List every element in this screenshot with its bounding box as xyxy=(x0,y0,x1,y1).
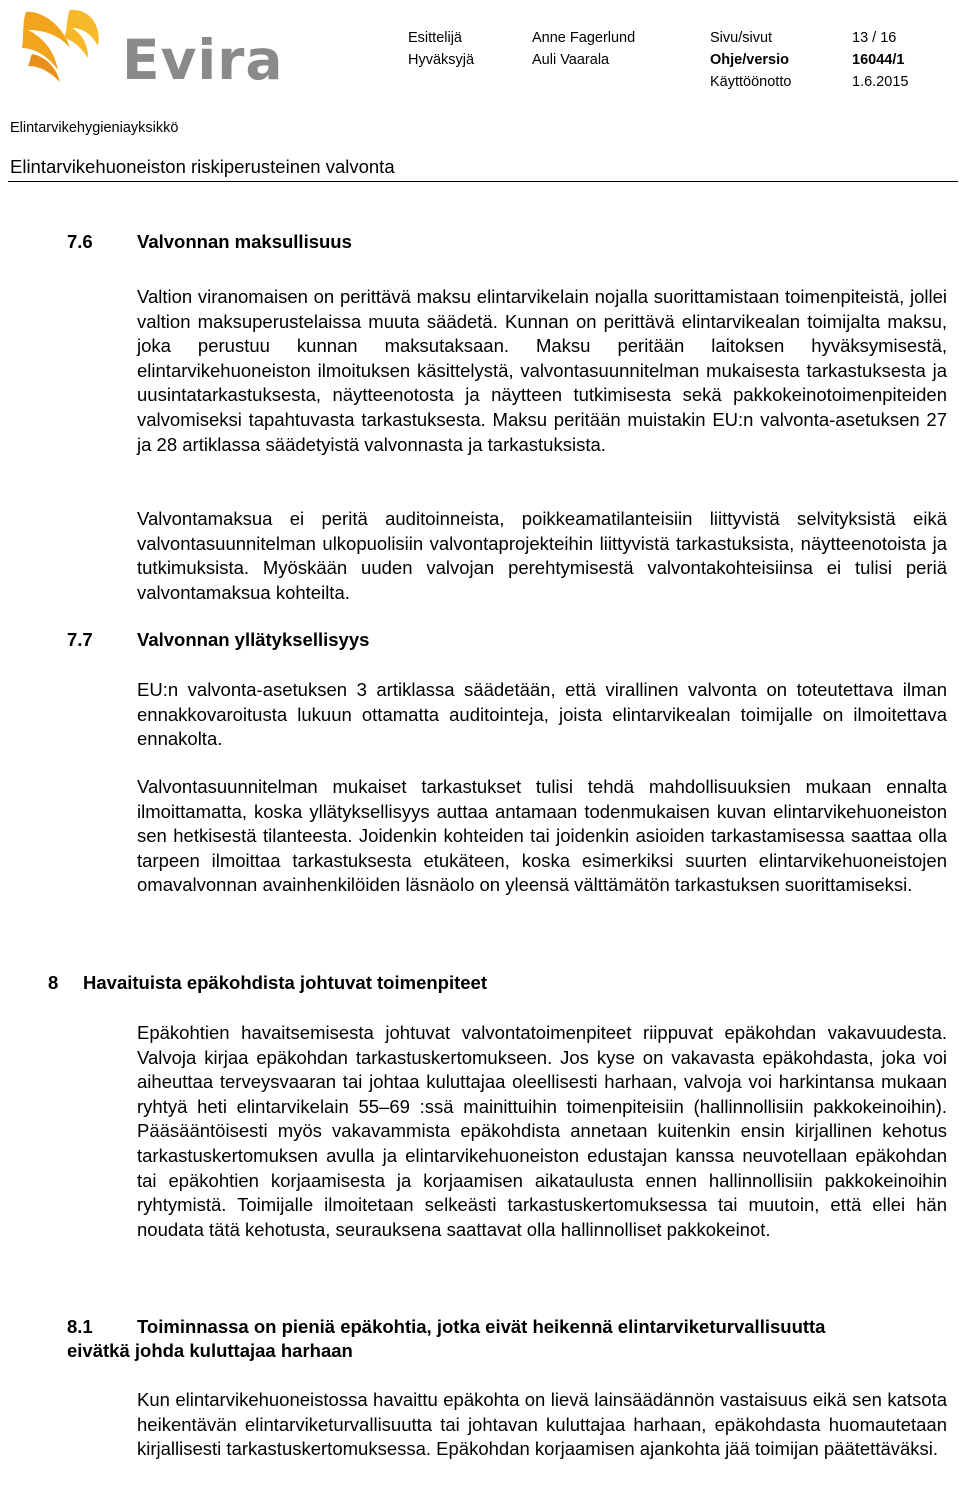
header-label-kayttoonotto: Käyttöönotto xyxy=(710,74,792,90)
section-8-paragraph-1: Epäkohtien havaitsemisesta johtuvat valvontatoimenpiteet riippuvat epäkohdan vakavuudesta. Valvoja kirjaa epäkohdan tarkastuskertomukseen. Jos kyse on vakavasta epäkohdasta, joka voi aiheuttaa terveysvaaran tai johtaa kuluttajaa oleellisesti harhaan, valvoja voi harkintansa mukaan ryhtyä heti elintarvikelain 55–69 :ssä mainittuihin toimenpiteisiin (hallinnollisiin pakkokeinoihin). Pääsääntöisesti myös vakavammista epäkohdista annetaan kuitenkin ensin kirjallinen kehotus tarkastuskertomuksen avulla ja elintarvikehuoneiston edustajan kanssa neuvotellaan epäkohdan tai epäkohtien korjaamisesta ja korjaamisen aikataulusta ennen hallinnollisiin pakkokeinoihin ryhtymistä. Toimijalle ilmoitetaan selkeästi tarkastuskertomuksessa tai muutoin, että ellei hän noudata tätä kehotusta, seurauksena saattavat olla hallinnolliset pakkokeinot. xyxy=(137,1022,947,1240)
section-number: 8.1 xyxy=(67,1316,93,1337)
header-value-kayttoonotto: 1.6.2015 xyxy=(852,74,909,90)
section-7-7-paragraph-2: Valvontasuunnitelman mukaiset tarkastukset tulisi tehdä mahdollisuuksien mukaan ennalta ilmoittamatta, koska yllätyksellisyys auttaa antamaan todenmukaisen kuvan elintarvikehuoneiston sen hetkisestä tilanteesta. Joidenkin kohteiden tai joidenkin asioiden tarkastamisessa saattaa olla tarpeen ilmoittaa tarkastuksesta etukäteen, koska esimerkiksi suurten elintarvikehuoneistojen omavalvonnan avainhenkilöiden läsnäolo on yleensä välttämätön tarkastuksen suorittamiseksi. xyxy=(137,776,947,896)
section-7-6-paragraph-1: Valtion viranomaisen on perittävä maksu elintarvikelain nojalla suorittamistaan toimenpiteistä, jollei valtion maksuperustelaissa muuta säädetä. Kunnan on perittävä elintarvikealan toimijalta maksu, joka perustuu kunnan maksutaksaan. Maksu peritään laitoksen hyväksymisestä, elintarvikehuoneiston ilmoituksen käsittelystä, valvontasuunnitelman mukaisesta tarkastuksesta ja uusintatarkastuksesta, näytteenotosta ja näytteen tutkimisesta sekä pakkokeinotoimenpiteiden valvomiseksi tapahtuvasta tarkastuksesta. Maksu peritään muistakin EU:n valvonta-asetuksen 27 ja 28 artiklassa säädetyistä valvonnasta ja tarkastuksista. xyxy=(137,286,947,455)
section-title: Valvonnan maksullisuus xyxy=(137,231,352,252)
section-title: Havaituista epäkohdista johtuvat toimenpiteet xyxy=(83,972,487,993)
header-label-hyvaksyja: Hyväksyjä xyxy=(408,52,475,68)
section-8-1-heading xyxy=(67,1316,947,1364)
header-value-esittelija: Anne Fagerlund xyxy=(532,30,636,46)
section-title: Valvonnan yllätyksellisyys xyxy=(137,629,370,650)
header-value-ohje-versio: 16044/1 xyxy=(852,52,905,68)
section-7-6-paragraph-2: Valvontamaksua ei peritä auditoinneista, poikkeamatilanteisiin liittyvistä selvityksistä eikä valvontasuunnitelman ulkopuolisiin valvontaprojekteihin liittyvistä tarkastuksista, näytteenotoista ja tutkimuksista. Myöskään uuden valvojan perehtymisestä valvontakohteisiinsa ei tulisi periä valvontamaksua kohteilta. xyxy=(137,508,947,603)
section-number: 7.7 xyxy=(67,629,93,650)
header-label-esittelija: Esittelijä xyxy=(408,30,462,46)
header-label-ohje-versio: Ohje/versio xyxy=(710,52,789,68)
section-number: 8 xyxy=(48,972,59,993)
organization-unit: Elintarvikehygieniayksikkö xyxy=(10,120,179,136)
section-title-line-1: Toiminnassa on pieniä epäkohtia, jotka eivät heikennä elintarviketurvallisuutta xyxy=(137,1316,826,1337)
header-value-sivut: 13 / 16 xyxy=(852,30,897,46)
evira-logo xyxy=(18,8,284,92)
document-title: Elintarvikehuoneiston riskiperusteinen valvonta xyxy=(10,156,395,177)
header-value-hyvaksyja: Auli Vaarala xyxy=(532,52,610,68)
header-label-sivut: Sivu/sivut xyxy=(710,30,773,46)
header-divider xyxy=(8,181,958,182)
section-8-1-paragraph-1: Kun elintarvikehuoneistossa havaittu epäkohta on lievä lainsäädännön vastaisuus eikä sen katsota heikentävän elintarviketurvallisuutta tai johtavan kuluttajaa harhaan, epäkohdasta huomautetaan kirjallisesti tarkastuskertomuksessa. Epäkohdan korjaamisen ajankohta jää toimijan päätettäväksi. xyxy=(137,1389,947,1460)
section-number: 7.6 xyxy=(67,231,93,252)
section-title-line-2: eivätkä johda kuluttajaa harhaan xyxy=(67,1340,353,1361)
section-7-7-paragraph-1: EU:n valvonta-asetuksen 3 artiklassa säädetään, että virallinen valvonta on toteutettava ilman ennakkovaroitusta lukuun ottamatta auditointeja, joista elintarvikealan toimijalle on ilmoitettava ennakolta. xyxy=(137,679,947,750)
logo-wordmark: Evira xyxy=(122,28,284,92)
